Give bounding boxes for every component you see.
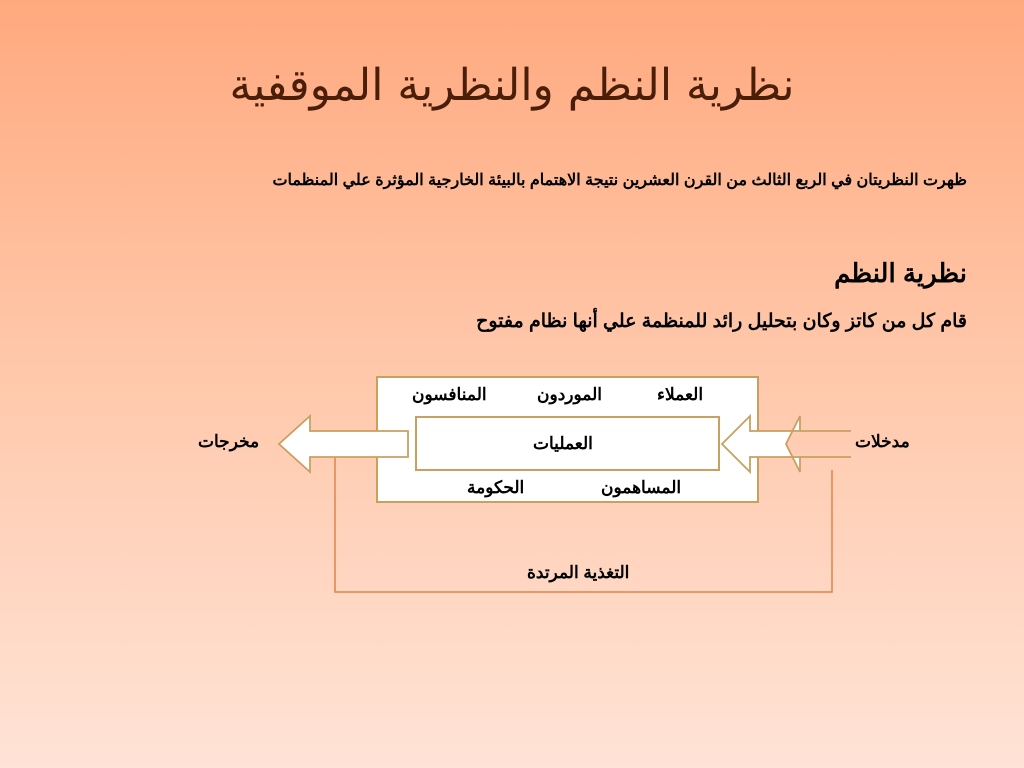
intro-paragraph: ظهرت النظريتان في الربع الثالث من القرن العشرين نتيجة الاهتمام بالبيئة الخارجية المؤثرة علي المنظمات	[272, 172, 967, 189]
process-label: العمليات	[533, 434, 593, 453]
slide-title: نظرية النظم والنظرية الموقفية	[229, 60, 795, 111]
outputs-label: مخرجات	[198, 432, 260, 451]
input-arrow	[722, 416, 851, 472]
env-competitors-label: المنافسون	[412, 385, 487, 404]
systems-theory-heading: نظرية النظم	[834, 258, 967, 288]
systems-theory-text: قام كل من كاتز وكان بتحليل رائد للمنظمة علي أنها نظام مفتوح	[476, 311, 967, 332]
env-government-label: الحكومة	[467, 478, 525, 497]
feedback-label: التغذية المرتدة	[527, 563, 630, 582]
env-suppliers-label: الموردون	[537, 385, 602, 404]
env-shareholders-label: المساهمون	[601, 478, 682, 497]
env-customers-label: العملاء	[657, 385, 704, 404]
output-arrow	[279, 416, 408, 472]
inputs-label: مدخلات	[855, 432, 910, 451]
